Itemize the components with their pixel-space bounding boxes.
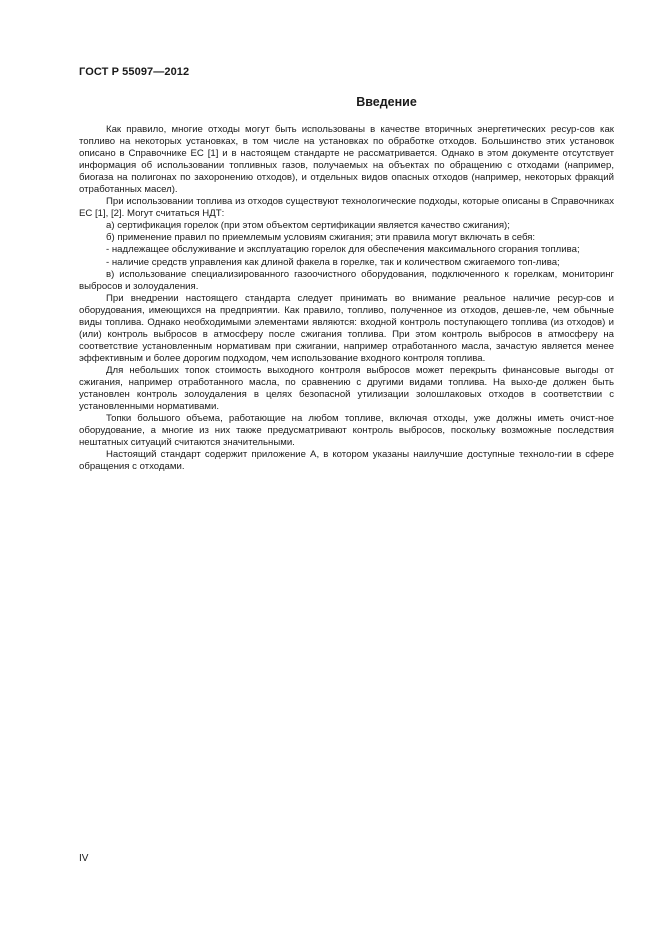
paragraph-large-furnaces: Топки большого объема, работающие на любом топливе, включая отходы, уже должны иметь очист-ное оборудование, а многие из них также предусматривают контроль выбросов, поскольку возможные последствия нештатных ситуаций считаются значительными.: [79, 413, 614, 449]
body-text: [79, 124, 614, 473]
sub-item-controls: - наличие средств управления как длиной факела в горелке, так и количеством сжигаемого топ-лива;: [106, 256, 560, 268]
standard-code: ГОСТ Р 55097—2012: [79, 66, 190, 78]
list-item-b: б) применение правил по приемлемым условиям сжигания; эти правила могут включать в себя:: [106, 232, 536, 244]
page-number: IV: [79, 853, 89, 864]
section-title: Введение: [356, 95, 417, 109]
paragraph-appendix: Настоящий стандарт содержит приложение А, в котором указаны наилучшие доступные техноло-гии в сфере обращения с отходами.: [79, 449, 614, 473]
paragraph-small-furnaces: Для небольших топок стоимость выходного контроля выбросов может перекрыть финансовые выгоды от сжигания, например отработанного масла, по сравнению с другими видами топлива. На выхо-де должен быть установлен контроль золоудаления в целях безопасной утилизации золошлаковых отходов в соответствии с установленными нормативами.: [79, 364, 614, 413]
list-item-v: в) использование специализированного газоочистного оборудования, подключенного к горелкам, мониторинг выбросов и золоудаления.: [79, 268, 614, 292]
list-item-a: а) сертификация горелок (при этом объектом сертификации является качество сжигания);: [106, 220, 510, 232]
paragraph-implementation: При внедрении настоящего стандарта следует принимать во внимание реальное наличие ресур-сов и оборудования, имеющихся на предприятии. Как правило, топливо, полученное из отходов, дешев-ле, чем обычные виды топлива. Однако необходимыми элементами являются: входной контроль поступающего топлива (из отходов) и (или) контроль выбросов в атмосферу после сжигания топлива. При этом контроль выбросов в атмосферу на соответствие установленным нормативам при сжигании, например отработанного масла, зачастую является менее эффективным и более дорогим подходом, чем использование входного контроля топлива.: [79, 292, 614, 364]
paragraph-approaches: При использовании топлива из отходов существуют технологические подходы, которые описаны в Справочниках ЕС [1], [2]. Могут считаться НДТ:: [79, 196, 614, 220]
sub-item-maintenance: - надлежащее обслуживание и эксплуатацию горелок для обеспечения максимального сгорания топлива;: [106, 244, 580, 256]
paragraph-intro: Как правило, многие отходы могут быть использованы в качестве вторичных энергетических ресур-сов как топливо на некоторых установках, в том числе на установках по обработке отходов. Большинство этих установок описано в Справочнике ЕС [1] и в настоящем стандарте не рассматривается. Однако в этом документе отсутствует информация об использовании топливных газов, получаемых на объектах по обращению с отходами (например, биогаза на полигонах по захоронению отходов), и отдельных видов опасных отходов (например, некоторых фракций отработанных масел).: [79, 124, 614, 196]
